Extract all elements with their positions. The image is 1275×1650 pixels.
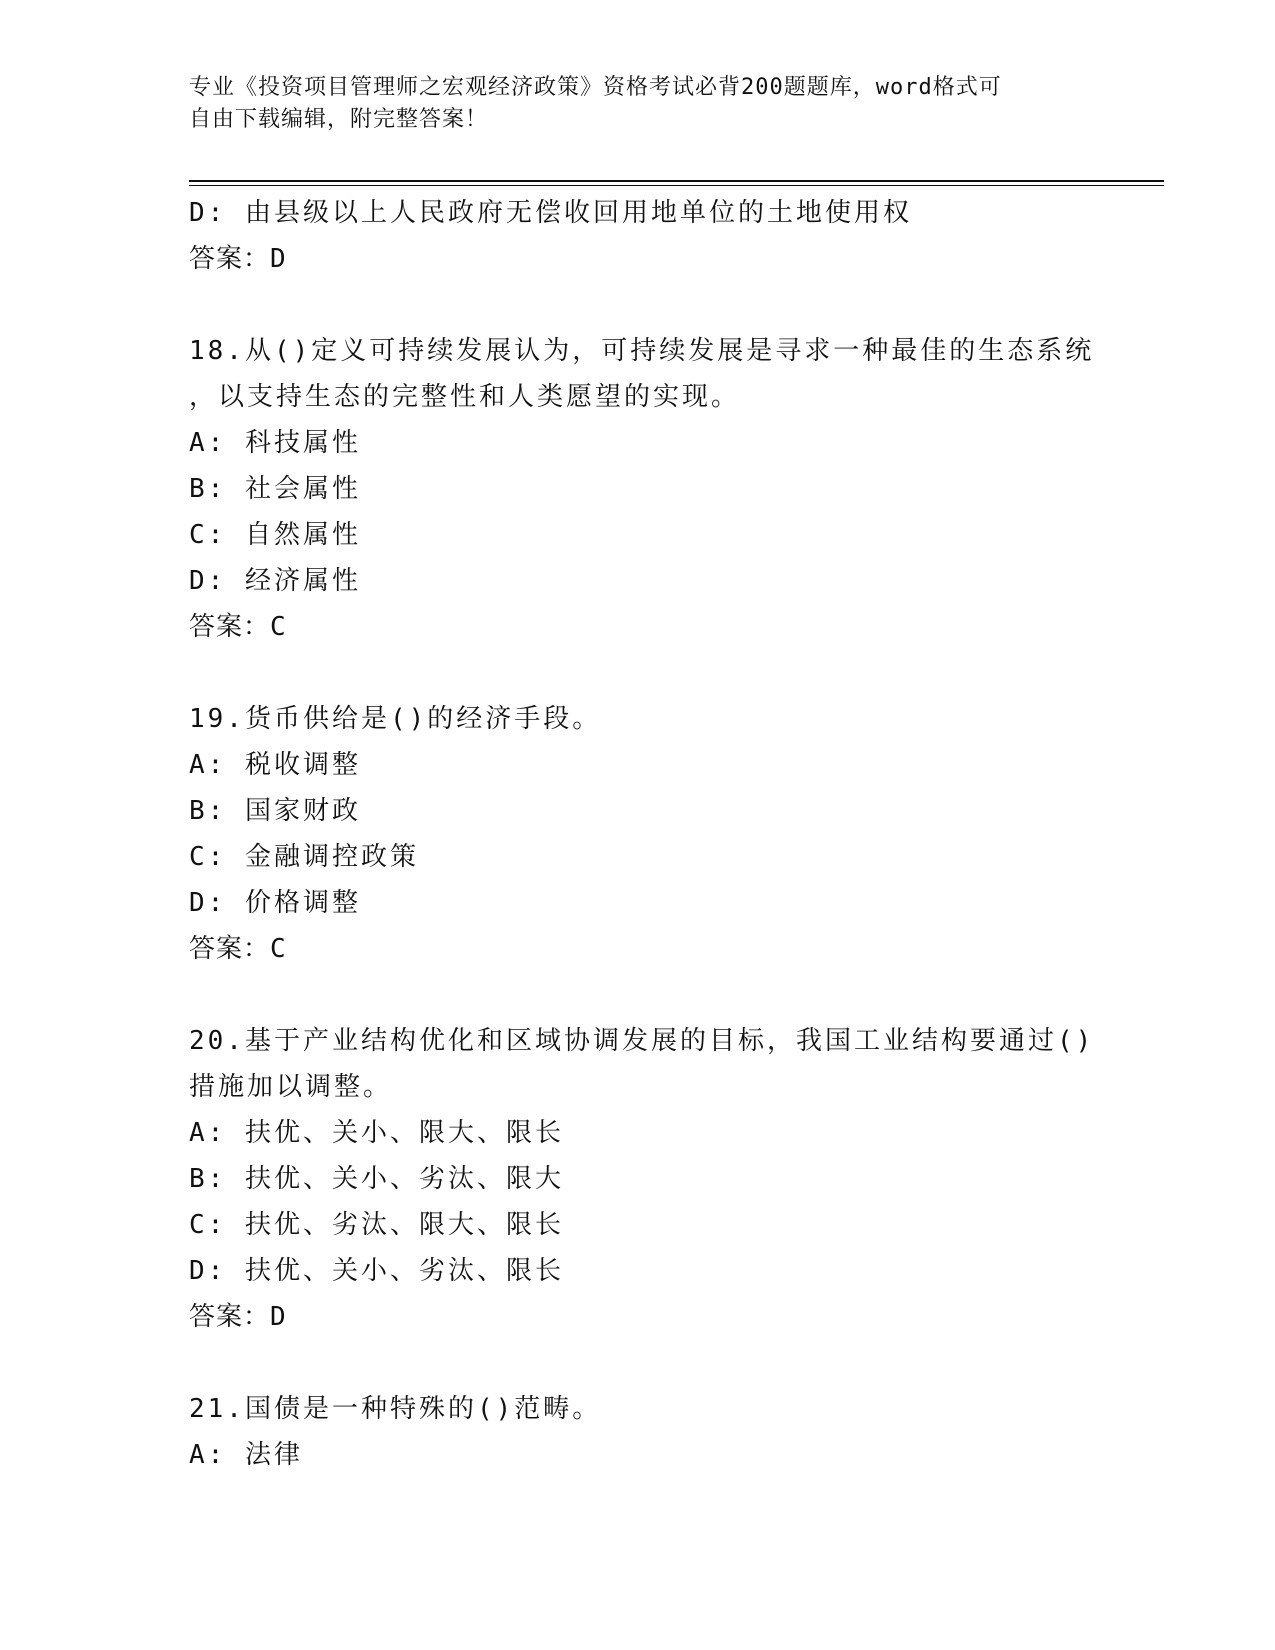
question-19 — [189, 696, 1149, 972]
header-line-2: 自由下载编辑，附完整答案！ — [189, 107, 489, 132]
question-stem: 19.货币供给是()的经济手段。 — [189, 704, 602, 734]
prev-option-d: D: 由县级以上人民政府无偿收回用地单位的土地使用权 — [189, 198, 912, 228]
option-a: A: 税收调整 — [189, 750, 361, 780]
option-d: D: 经济属性 — [189, 566, 361, 596]
option-d: D: 扶优、关小、劣汰、限长 — [189, 1256, 564, 1286]
spacer — [189, 282, 1149, 328]
option-b: B: 国家财政 — [189, 796, 361, 826]
question-stem-cont: 措施加以调整。 — [189, 1072, 393, 1102]
option-a: A: 法律 — [189, 1440, 303, 1470]
header-line-1: 专业《投资项目管理师之宏观经济政策》资格考试必背200题题库，word格式可 — [189, 75, 1002, 100]
question-stem: 18.从()定义可持续发展认为，可持续发展是寻求一种最佳的生态系统 — [189, 336, 1095, 366]
question-stem: 20.基于产业结构优化和区域协调发展的目标，我国工业结构要通过() — [189, 1026, 1095, 1056]
header-rule-thin — [189, 185, 1164, 186]
option-c: C: 自然属性 — [189, 520, 361, 550]
prev-answer: 答案：D — [189, 244, 287, 274]
question-21 — [189, 1386, 1149, 1478]
answer: 答案：C — [189, 934, 287, 964]
header-rule-thick — [189, 180, 1164, 182]
option-d: D: 价格调整 — [189, 888, 361, 918]
option-c: C: 扶优、劣汰、限大、限长 — [189, 1210, 564, 1240]
option-a: A: 扶优、关小、限大、限长 — [189, 1118, 564, 1148]
question-stem-cont: ，以支持生态的完整性和人类愿望的实现。 — [189, 382, 741, 412]
question-stem: 21.国债是一种特殊的()范畴。 — [189, 1394, 602, 1424]
option-c: C: 金融调控政策 — [189, 842, 419, 872]
answer: 答案：D — [189, 1302, 287, 1332]
spacer — [189, 1340, 1149, 1386]
answer: 答案：C — [189, 612, 287, 642]
spacer — [189, 650, 1149, 696]
option-b: B: 社会属性 — [189, 474, 361, 504]
document-header — [189, 72, 1089, 136]
question-20 — [189, 1018, 1149, 1340]
option-a: A: 科技属性 — [189, 428, 361, 458]
spacer — [189, 972, 1149, 1018]
question-18 — [189, 328, 1149, 650]
option-b: B: 扶优、关小、劣汰、限大 — [189, 1164, 564, 1194]
question-list — [189, 190, 1149, 1478]
